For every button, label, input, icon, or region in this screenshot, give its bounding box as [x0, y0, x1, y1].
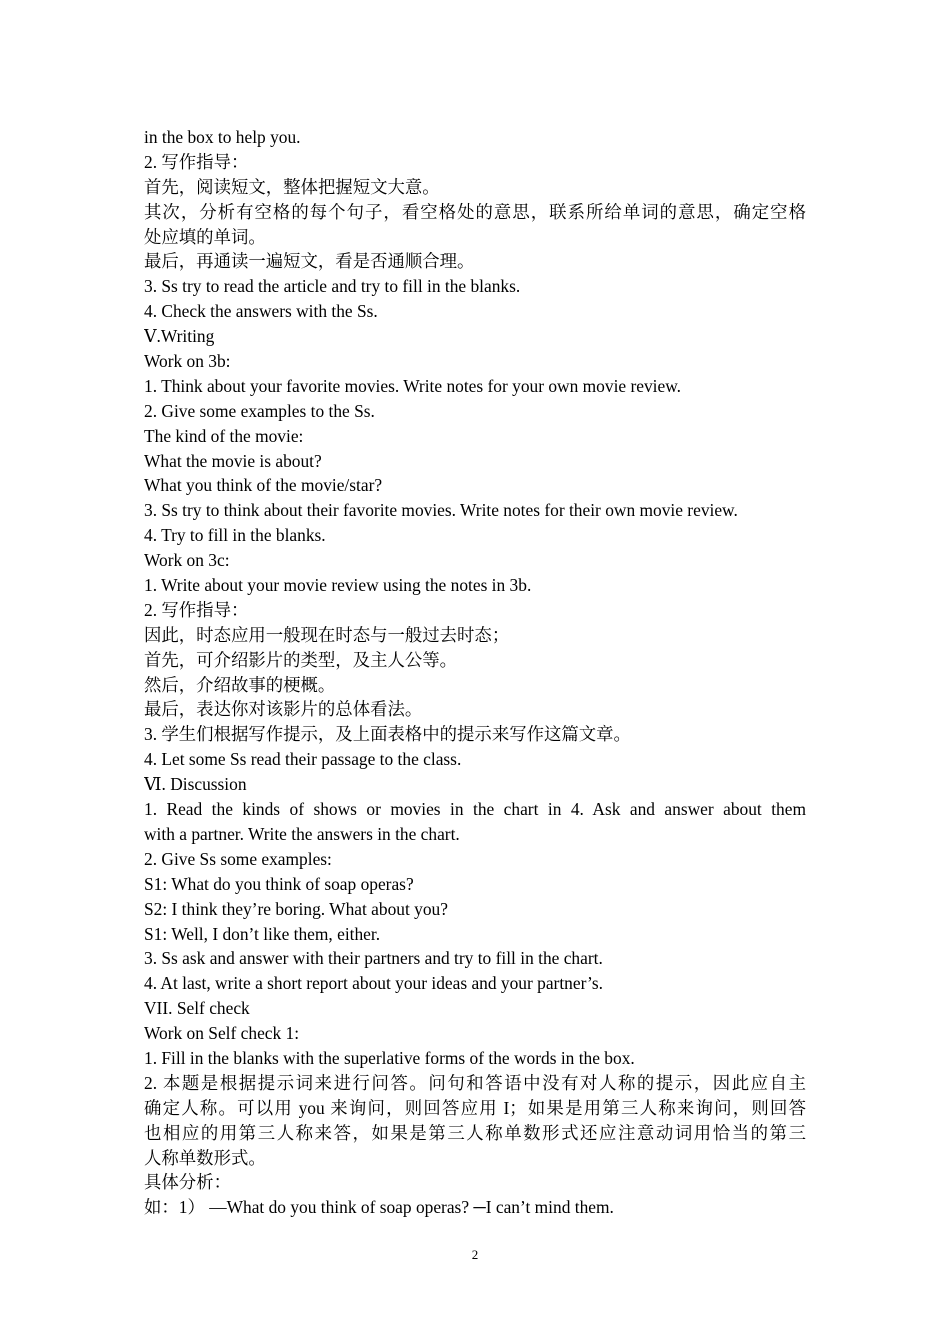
text-line: 2. 写作指导：: [144, 599, 249, 620]
text-line: 4. Let some Ss read their passage to the class.: [144, 749, 462, 770]
text-line: What you think of the movie/star?: [144, 475, 383, 496]
text-line: 首先，阅读短文，整体把握短文大意。: [144, 176, 440, 197]
text-line: 因此，时态应用一般现在时态与一般过去时态；: [144, 624, 510, 645]
text-line: 首先，可介绍影片的类型，及主人公等。: [144, 649, 458, 670]
text-line: 4. Check the answers with the Ss.: [144, 301, 378, 322]
text-line: 3. Ss ask and answer with their partners and try to fill in the chart.: [144, 948, 603, 969]
text-line: S1: What do you think of soap operas?: [144, 873, 414, 894]
text-line: Work on Self check 1:: [144, 1023, 300, 1044]
text-line: 最后，再通读一遍短文，看是否通顺合理。: [144, 251, 475, 272]
text-line: 然后，介绍故事的梗概。: [144, 674, 336, 695]
text-line: 2. Give some examples to the Ss.: [144, 400, 375, 421]
section-heading-self-check: VII. Self check: [144, 998, 250, 1019]
document-body: [144, 125, 806, 1220]
text-line: 4. Try to fill in the blanks.: [144, 525, 326, 546]
text-line: 2. Give Ss some examples:: [144, 848, 332, 869]
text-line: Work on 3c:: [144, 550, 230, 571]
text-line: What the movie is about?: [144, 450, 322, 471]
text-line: The kind of the movie:: [144, 425, 304, 446]
text-line: S2: I think they’re boring. What about you?: [144, 898, 448, 919]
text-line: 最后，表达你对该影片的总体看法。: [144, 699, 423, 720]
text-line: 3. Ss try to read the article and try to fill in the blanks.: [144, 276, 521, 297]
text-line: 2. 写作指导：: [144, 151, 249, 172]
text-line: in the box to help you.: [144, 127, 301, 147]
text-line: Work on 3b:: [144, 351, 231, 372]
text-line: 确定人称。可以用 you 来询问，则回答应用 I；如果是用第三人称来询问，则回答: [144, 1097, 806, 1118]
text-line: 其次，分析有空格的每个句子，看空格处的意思，联系所给单词的意思，确定空格: [144, 201, 806, 222]
text-line: 1. Read the kinds of shows or movies in the chart in 4. Ask and answer about them: [144, 799, 806, 820]
text-line: S1: Well, I don’t like them, either.: [144, 923, 381, 944]
text-line: 具体分析：: [144, 1172, 231, 1193]
text-line: 人称单数形式。: [144, 1147, 266, 1168]
page-number: 2: [471, 1247, 479, 1262]
text-line: 处应填的单词。: [144, 226, 266, 247]
text-line: 2. 本题是根据提示词来进行问答。问句和答语中没有对人称的提示，因此应自主: [144, 1072, 806, 1093]
text-line: 1. Think about your favorite movies. Write notes for your own movie review.: [144, 375, 682, 396]
text-line: 1. Write about your movie review using the notes in 3b.: [144, 575, 532, 596]
text-line: with a partner. Write the answers in the chart.: [144, 823, 460, 844]
text-line: 如：1） —What do you think of soap operas? ─I can’t mind them.: [144, 1197, 614, 1218]
text-line: 3. Ss try to think about their favorite movies. Write notes for their own movie review.: [144, 500, 738, 521]
text-line: 1. Fill in the blanks with the superlative forms of the words in the box.: [144, 1047, 635, 1068]
text-line: 也相应的用第三人称来答，如果是第三人称单数形式还应注意动词用恰当的第三: [144, 1122, 806, 1143]
section-heading-discussion: Ⅵ. Discussion: [144, 774, 247, 795]
text-line: 3. 学生们根据写作提示，及上面表格中的提示来写作这篇文章。: [144, 724, 631, 745]
section-heading-writing: Ⅴ.Writing: [144, 326, 215, 347]
text-line: 4. At last, write a short report about your ideas and your partner’s.: [144, 973, 603, 994]
